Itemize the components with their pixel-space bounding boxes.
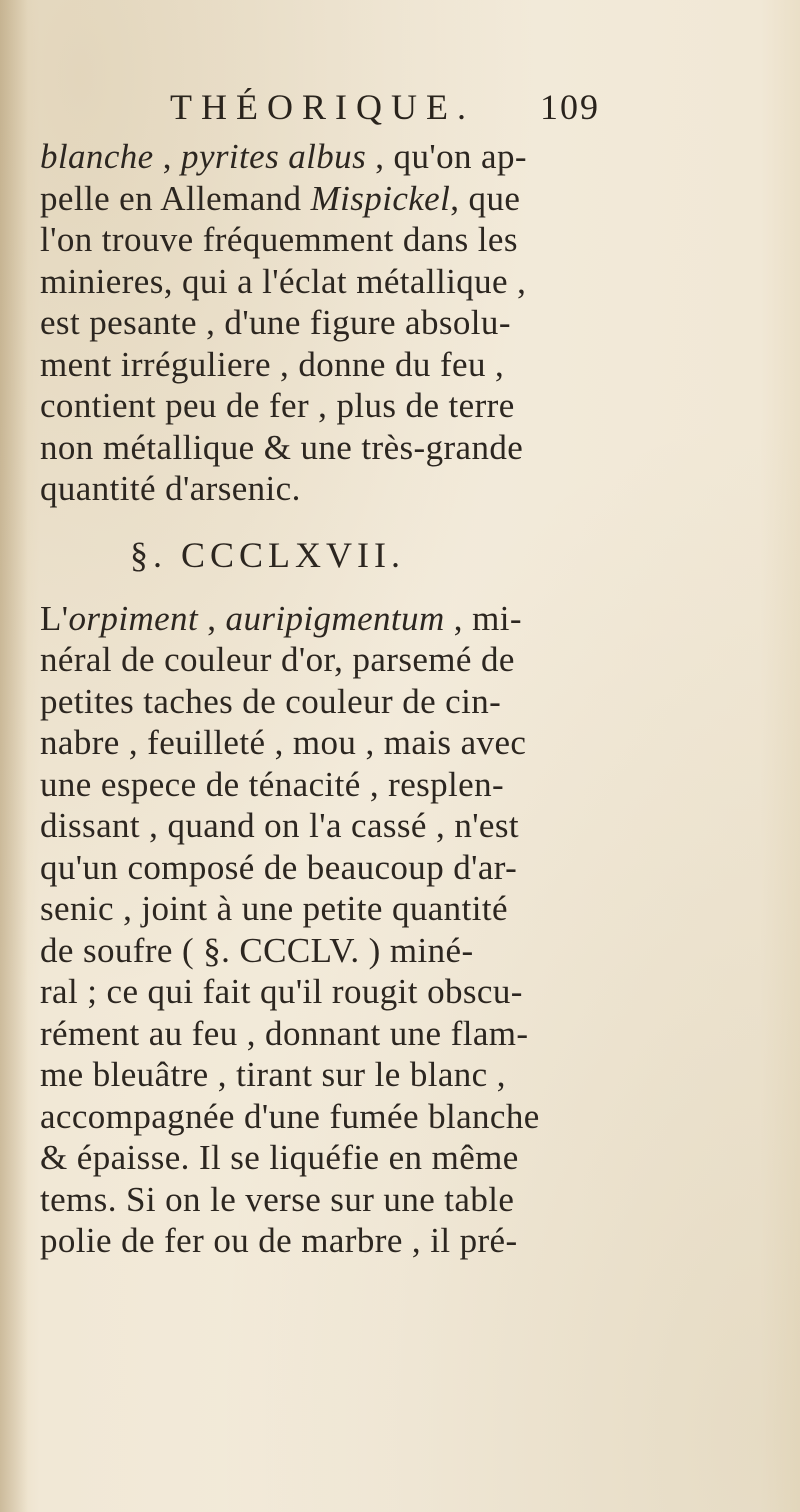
text-run: est pesante , d'une figure absolu- bbox=[40, 303, 511, 342]
text-run: dissant , quand on l'a cassé , n'est bbox=[40, 806, 520, 845]
text-run: une espece de ténacité , resplen- bbox=[40, 764, 505, 804]
text-run: minieres, qui a l'éclat métallique , bbox=[40, 261, 527, 301]
text-line bbox=[40, 847, 780, 889]
text-line bbox=[40, 468, 780, 510]
text-run: qu'un composé de beaucoup d'ar- bbox=[40, 847, 518, 887]
text-line bbox=[40, 971, 780, 1013]
binding-shadow bbox=[0, 0, 28, 1512]
text-run: ment irréguliere , donne du feu , bbox=[40, 344, 505, 384]
paragraph-2 bbox=[40, 598, 780, 1262]
text-line bbox=[40, 805, 780, 847]
text-run: polie de fer ou de marbre , il pré- bbox=[40, 1221, 518, 1260]
text-run: accompagnée d'une fumée blanche bbox=[40, 1096, 540, 1136]
text-run: , bbox=[153, 137, 182, 176]
text-line bbox=[40, 930, 780, 972]
text-line bbox=[40, 888, 780, 930]
text-run: senic , joint à une petite quantité bbox=[40, 889, 508, 928]
section-heading: §. CCCLXVII. bbox=[130, 534, 405, 575]
text-run: contient peu de fer , plus de terre bbox=[40, 386, 515, 425]
page-number: 109 bbox=[540, 87, 600, 127]
text-line bbox=[40, 385, 780, 427]
page-header bbox=[40, 80, 780, 136]
text-line bbox=[40, 344, 780, 386]
text-run: nabre , feuilleté , mou , mais avec bbox=[40, 723, 527, 762]
text-run: l'on trouve fréquemment dans les bbox=[40, 220, 518, 259]
text-line bbox=[40, 639, 780, 681]
text-line bbox=[40, 1013, 780, 1055]
text-line bbox=[40, 1179, 780, 1221]
page-text bbox=[40, 80, 780, 1262]
text-run: , qu'on ap- bbox=[366, 137, 527, 176]
text-run: & épaisse. Il se liquéfie en même bbox=[40, 1138, 519, 1177]
text-run: , mi- bbox=[444, 598, 522, 638]
text-run: néral de couleur d'or, parsemé de bbox=[40, 640, 515, 679]
text-run: quantité d'arsenic. bbox=[40, 469, 301, 508]
text-line bbox=[40, 219, 780, 261]
paragraph-1 bbox=[40, 136, 780, 510]
text-run: de soufre ( §. CCCLV. ) miné- bbox=[40, 930, 474, 970]
text-run: petites taches de couleur de cin- bbox=[40, 681, 502, 721]
text-line bbox=[40, 178, 780, 220]
text-run: L' bbox=[40, 598, 69, 638]
text-run: tems. Si on le verse sur une table bbox=[40, 1179, 515, 1219]
italic-term: pyrites albus bbox=[181, 137, 367, 176]
text-line bbox=[40, 302, 780, 344]
text-run: pelle en Allemand bbox=[40, 178, 311, 218]
text-line bbox=[40, 427, 780, 469]
text-run: , que bbox=[450, 178, 521, 218]
text-line bbox=[40, 1220, 780, 1262]
italic-term: auripigmentum bbox=[225, 598, 445, 638]
text-run: rément au feu , donnant une flam- bbox=[40, 1013, 529, 1053]
text-run: non métallique & une très-grande bbox=[40, 427, 524, 467]
text-run: , bbox=[198, 598, 226, 638]
text-line bbox=[40, 764, 780, 806]
text-line bbox=[40, 261, 780, 303]
italic-term: blanche bbox=[40, 137, 154, 176]
italic-term: Mispickel bbox=[310, 178, 451, 218]
text-line bbox=[40, 1137, 780, 1179]
text-run: me bleuâtre , tirant sur le blanc , bbox=[40, 1055, 506, 1094]
text-line bbox=[40, 598, 780, 640]
text-line bbox=[40, 1096, 780, 1138]
running-head: THÉORIQUE. bbox=[170, 87, 475, 127]
text-run: ral ; ce qui fait qu'il rougit obscu- bbox=[40, 972, 523, 1011]
text-line bbox=[40, 1054, 780, 1096]
text-line bbox=[40, 136, 780, 178]
text-line bbox=[40, 722, 780, 764]
italic-term: orpiment bbox=[68, 598, 199, 638]
text-line bbox=[40, 681, 780, 723]
